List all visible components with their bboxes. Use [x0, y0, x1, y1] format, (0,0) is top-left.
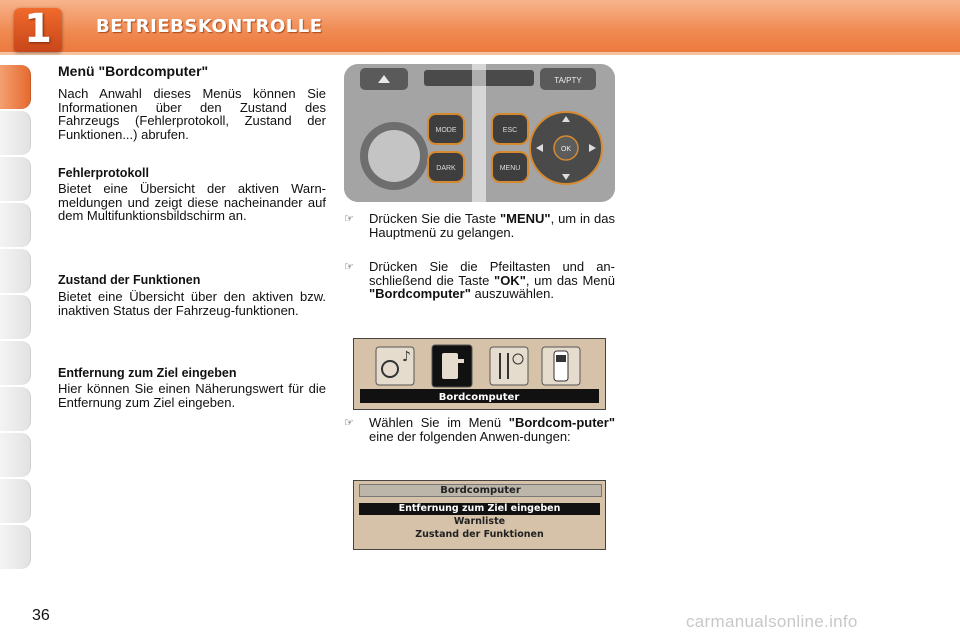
ta-button-label: TA/PTY — [554, 76, 582, 85]
side-tab-3[interactable] — [0, 157, 31, 201]
control-panel-drawing — [344, 64, 615, 202]
volume-knob — [368, 130, 420, 182]
chapter-title: BETRIEBSKONTROLLE — [96, 16, 323, 37]
menu-title: Menü "Bordcomputer" — [58, 63, 209, 79]
pointing-hand-icon: ☞ — [344, 416, 354, 429]
section-heading-fehlerprotokoll: Fehlerprotokoll — [58, 166, 149, 180]
dark-label: DARK — [436, 165, 456, 172]
esc-label: ESC — [502, 127, 518, 134]
side-tab-1[interactable] — [0, 65, 31, 109]
step-1-text-end: , um in das Hauptmenü zu gelangen. — [369, 211, 615, 240]
side-tab-2[interactable] — [0, 111, 31, 155]
side-tab-10[interactable] — [0, 479, 31, 523]
display-main-menu — [353, 338, 606, 410]
screen-menu-title: Bordcomputer — [359, 484, 602, 497]
side-tab-4[interactable] — [0, 203, 31, 247]
ok-label: OK — [560, 146, 572, 153]
header-divider — [0, 52, 960, 55]
instruction-step-3 — [344, 416, 616, 460]
menu-option-entfernung[interactable]: Entfernung zum Ziel eingeben — [359, 503, 600, 515]
main-menu-drawing — [354, 339, 605, 409]
side-tab-11[interactable] — [0, 525, 31, 569]
step-3-text: Wählen Sie im Menü — [369, 415, 509, 430]
instruction-step-2 — [344, 260, 616, 304]
section-text-entfernung: Hier können Sie einen Näherungswert für die Entfernung zum Ziel eingeben. — [58, 381, 326, 410]
side-tab-8[interactable] — [0, 387, 31, 431]
menu-option-zustand[interactable]: Zustand der Funktionen — [415, 529, 544, 540]
control-panel-image — [344, 64, 615, 202]
section-heading-entfernung: Entfernung zum Ziel eingeben — [58, 366, 237, 380]
chapter-number: 1 — [24, 6, 52, 52]
side-tab-7[interactable] — [0, 341, 31, 385]
mode-label: MODE — [435, 127, 457, 134]
side-tab-6[interactable] — [0, 295, 31, 339]
intro-text: Nach Anwahl dieses Menüs können Sie Informationen über den Zustand des Fahrzeugs (Fehlerprotokoll, Zustand der Funktionen...) abrufen. — [58, 86, 326, 142]
panel-highlight — [472, 64, 486, 202]
step-2-text: Drücken Sie die Pfeiltasten und an-schließend die Taste — [369, 259, 615, 288]
side-tab-5[interactable] — [0, 249, 31, 293]
svg-text:♪: ♪ — [402, 349, 411, 365]
step-3-menu: "Bordcom-puter" — [508, 415, 615, 430]
step-3-text-end: eine der folgenden Anwen-dungen: — [369, 428, 571, 444]
pointing-hand-icon: ☞ — [344, 260, 354, 273]
step-2-key: "OK" — [494, 272, 526, 288]
step-2-text-end: auszuwählen. — [470, 286, 555, 301]
section-heading-zustand: Zustand der Funktionen — [58, 273, 201, 287]
section-text-fehlerprotokoll: Bietet eine Übersicht der aktiven Warn-meldungen und zeigt diese nacheinander auf dem Multifunktionsbildschirm an. — [58, 181, 326, 223]
display-bordcomputer-menu — [353, 480, 606, 550]
selected-menu-label: Bordcomputer — [438, 392, 520, 403]
side-tab-9[interactable] — [0, 433, 31, 477]
step-2-menu: "Bordcomputer" — [369, 286, 471, 301]
step-2-text-mid: , um das Menü — [525, 272, 615, 288]
section-text-zustand: Bietet eine Übersicht über den aktiven bzw. inaktiven Status der Fahrzeug-funktionen. — [58, 289, 326, 318]
side-tab-strip — [0, 65, 34, 571]
step-1-text: Drücken Sie die Taste — [369, 211, 500, 226]
pointing-hand-icon: ☞ — [344, 212, 354, 225]
step-1-key: "MENU" — [499, 211, 551, 226]
menu-option-warnliste[interactable]: Warnliste — [453, 516, 506, 527]
instruction-step-1 — [344, 212, 616, 242]
watermark: carmanualsonline.info — [686, 612, 858, 631]
menu-label: MENU — [499, 165, 521, 172]
page-number: 36 — [32, 607, 50, 624]
